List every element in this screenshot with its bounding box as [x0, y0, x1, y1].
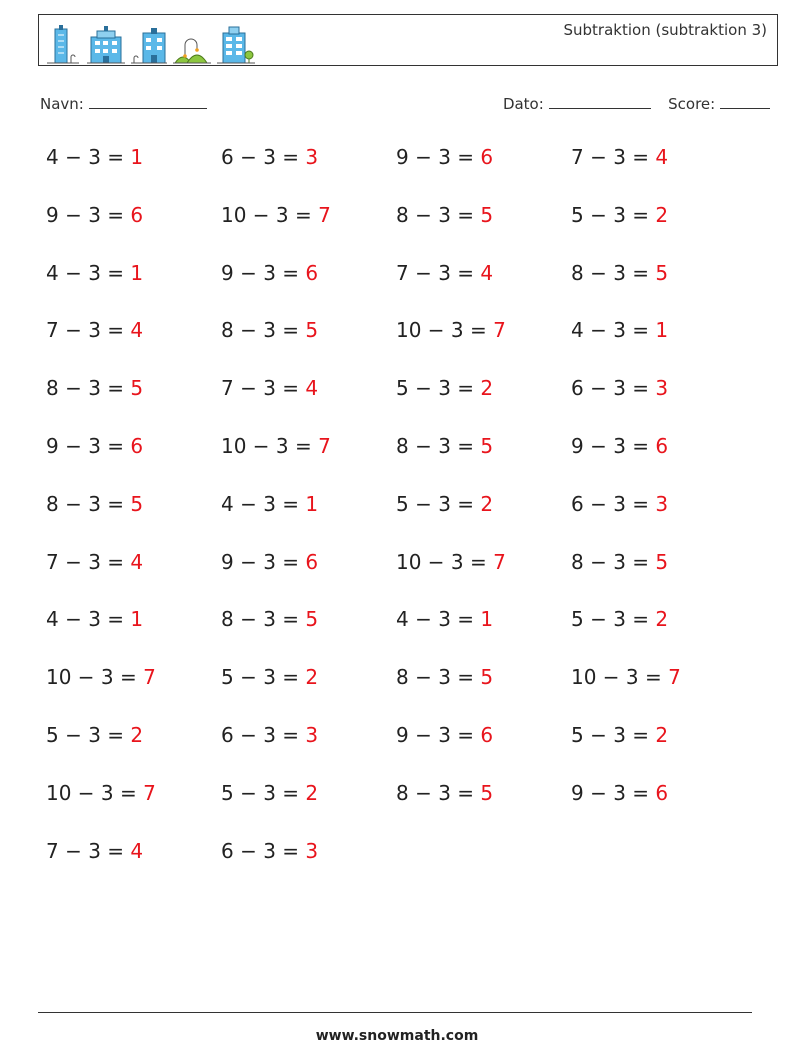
problem-row — [46, 318, 766, 358]
problem-row — [46, 492, 766, 532]
problem-item — [396, 318, 506, 342]
problem-question: 7 − 3 = — [46, 318, 125, 343]
problem-answer: 6 — [655, 434, 669, 458]
skyscraper-icon — [45, 25, 81, 65]
problem-item — [221, 261, 318, 285]
problem-question: 8 − 3 = — [396, 780, 475, 805]
problem-question: 8 − 3 = — [46, 376, 125, 401]
problem-answer: 7 — [493, 549, 506, 574]
problem-item — [46, 781, 156, 805]
park-hills-icon — [173, 25, 211, 65]
problem-answer: 1 — [130, 145, 144, 169]
problem-item — [571, 434, 668, 458]
problem-question: 4 − 3 = — [46, 607, 125, 632]
problem-answer: 1 — [130, 260, 144, 285]
problem-item — [46, 839, 143, 863]
problem-question: 5 − 3 = — [46, 723, 125, 747]
problem-answer: 2 — [480, 491, 494, 516]
problem-item — [396, 145, 493, 169]
problem-question: 5 − 3 = — [571, 723, 650, 747]
problem-item — [396, 492, 493, 516]
problem-answer: 3 — [305, 145, 319, 169]
problem-item — [221, 781, 318, 805]
problem-question: 10 − 3 = — [396, 318, 487, 343]
problem-answer: 7 — [668, 665, 681, 690]
problem-answer: 6 — [480, 723, 494, 747]
problem-answer: 4 — [130, 838, 144, 863]
problem-item — [396, 376, 493, 400]
problem-answer: 4 — [130, 549, 144, 574]
problem-item — [46, 550, 143, 574]
problem-answer: 2 — [480, 376, 494, 401]
problem-item — [571, 665, 681, 689]
problem-item — [46, 318, 143, 342]
problem-question: 5 − 3 = — [396, 376, 475, 401]
problem-question: 4 − 3 = — [46, 260, 125, 285]
problem-answer: 2 — [305, 780, 319, 805]
problem-answer: 5 — [305, 607, 319, 632]
problem-answer: 3 — [655, 491, 669, 516]
problem-question: 8 − 3 = — [221, 318, 300, 343]
problem-question: 9 − 3 = — [46, 434, 125, 458]
problem-answer: 5 — [655, 260, 669, 285]
problem-item — [396, 781, 493, 805]
date-label: Dato: — [502, 95, 544, 113]
problem-answer: 6 — [655, 780, 669, 805]
problem-question: 6 − 3 = — [221, 723, 300, 747]
name-field — [40, 94, 207, 113]
problem-question: 4 − 3 = — [221, 491, 300, 516]
problem-answer: 5 — [480, 434, 494, 458]
problem-row — [46, 145, 766, 185]
problem-question: 7 − 3 = — [571, 145, 650, 169]
problem-item — [571, 550, 668, 574]
problem-answer: 1 — [655, 318, 669, 343]
score-line[interactable] — [720, 94, 770, 109]
problem-row — [46, 434, 766, 474]
name-line[interactable] — [89, 94, 207, 109]
footer-url: www.snowmath.com — [315, 1028, 479, 1044]
problem-answer: 1 — [305, 491, 319, 516]
problem-question: 7 − 3 = — [46, 549, 125, 574]
problem-question: 9 − 3 = — [221, 260, 300, 285]
problem-item — [221, 434, 331, 458]
score-label: Score: — [668, 95, 716, 113]
problem-answer: 1 — [130, 607, 144, 632]
problem-answer: 6 — [305, 260, 319, 285]
problem-answer: 3 — [305, 723, 319, 747]
problem-row — [46, 723, 766, 763]
problem-item — [46, 145, 143, 169]
problem-item — [396, 665, 493, 689]
problem-item — [221, 318, 318, 342]
problem-question: 8 − 3 = — [46, 491, 125, 516]
problem-item — [46, 665, 156, 689]
problem-answer: 2 — [130, 723, 144, 747]
problem-answer: 2 — [655, 723, 669, 747]
header-icons — [45, 21, 255, 65]
problem-item — [221, 723, 318, 747]
problem-row — [46, 261, 766, 301]
problem-question: 9 − 3 = — [46, 202, 125, 227]
problem-item — [221, 145, 318, 169]
problem-answer: 5 — [130, 491, 144, 516]
problem-answer: 7 — [143, 665, 156, 690]
problem-question: 8 − 3 = — [396, 434, 475, 458]
problem-row — [46, 781, 766, 821]
problem-row — [46, 839, 766, 879]
problem-item — [46, 607, 143, 631]
problem-item — [571, 492, 668, 516]
problem-question: 9 − 3 = — [571, 780, 650, 805]
problem-answer: 7 — [318, 202, 331, 227]
problem-question: 8 − 3 = — [571, 260, 650, 285]
problem-answer: 5 — [130, 376, 144, 401]
problem-question: 4 − 3 = — [46, 145, 125, 169]
problem-answer: 4 — [130, 318, 144, 343]
problem-item — [396, 203, 493, 227]
problem-row — [46, 376, 766, 416]
problem-item — [571, 203, 668, 227]
problem-answer: 5 — [655, 549, 669, 574]
problem-answer: 4 — [480, 260, 494, 285]
problem-question: 10 − 3 = — [396, 549, 487, 574]
problem-question: 9 − 3 = — [396, 723, 475, 747]
problem-row — [46, 665, 766, 705]
problem-answer: 5 — [480, 202, 494, 227]
problem-item — [571, 318, 668, 342]
footer-divider — [38, 1012, 752, 1013]
problem-question: 6 − 3 = — [571, 491, 650, 516]
problem-question: 4 − 3 = — [396, 607, 475, 632]
problem-item — [571, 607, 668, 631]
problem-answer: 2 — [655, 607, 669, 632]
problem-question: 7 − 3 = — [396, 260, 475, 285]
problem-question: 4 − 3 = — [571, 318, 650, 343]
problem-answer: 2 — [655, 202, 669, 227]
problem-question: 8 − 3 = — [396, 202, 475, 227]
problem-question: 6 − 3 = — [221, 838, 300, 863]
problem-question: 9 − 3 = — [571, 434, 650, 458]
problem-item — [571, 723, 668, 747]
problem-item — [396, 550, 506, 574]
problem-answer: 3 — [305, 838, 319, 863]
problem-answer: 4 — [655, 145, 669, 169]
problem-question: 5 − 3 = — [221, 780, 300, 805]
problem-question: 7 − 3 = — [46, 838, 125, 863]
problem-answer: 7 — [318, 434, 331, 458]
problem-item — [221, 376, 318, 400]
problem-item — [221, 839, 318, 863]
problem-answer: 2 — [305, 665, 319, 690]
problem-answer: 5 — [305, 318, 319, 343]
problem-item — [46, 434, 143, 458]
problem-question: 5 − 3 = — [571, 202, 650, 227]
problem-question: 10 − 3 = — [571, 665, 662, 690]
office-building-icon — [131, 25, 167, 65]
problem-question: 5 − 3 = — [396, 491, 475, 516]
problem-answer: 1 — [480, 607, 494, 632]
problem-item — [46, 261, 143, 285]
problem-row — [46, 607, 766, 647]
problem-item — [221, 607, 318, 631]
problem-question: 8 − 3 = — [221, 607, 300, 632]
problem-question: 6 − 3 = — [221, 145, 300, 169]
worksheet-title: Subtraktion (subtraktion 3) — [563, 21, 767, 39]
problem-question: 6 − 3 = — [571, 376, 650, 401]
problem-answer: 6 — [130, 434, 144, 458]
problem-item — [221, 492, 318, 516]
problem-item — [396, 261, 493, 285]
problem-answer: 6 — [480, 145, 494, 169]
problem-item — [571, 145, 668, 169]
problem-item — [221, 203, 331, 227]
problem-item — [396, 434, 493, 458]
problem-item — [221, 550, 318, 574]
problem-question: 9 − 3 = — [221, 549, 300, 574]
worksheet-header — [38, 14, 778, 66]
problem-answer: 4 — [305, 376, 319, 401]
problem-answer: 6 — [130, 202, 144, 227]
problem-answer: 5 — [480, 780, 494, 805]
problem-question: 7 − 3 = — [221, 376, 300, 401]
problem-answer: 7 — [143, 780, 156, 805]
problem-question: 10 − 3 = — [46, 780, 137, 805]
problem-item — [46, 203, 143, 227]
problem-question: 5 − 3 = — [221, 665, 300, 690]
problem-item — [396, 607, 493, 631]
problem-question: 5 − 3 = — [571, 607, 650, 632]
problem-answer: 5 — [480, 665, 494, 690]
problem-question: 8 − 3 = — [396, 665, 475, 690]
apartment-building-icon — [87, 25, 125, 65]
problem-question: 10 − 3 = — [221, 434, 312, 458]
problem-question: 10 − 3 = — [46, 665, 137, 690]
date-score-fields — [503, 94, 770, 113]
problem-item — [571, 781, 668, 805]
problem-answer: 3 — [655, 376, 669, 401]
problem-item — [396, 723, 493, 747]
problem-answer: 6 — [305, 549, 319, 574]
problem-answer: 7 — [493, 318, 506, 343]
problem-item — [571, 376, 668, 400]
problem-row — [46, 203, 766, 243]
problem-item — [221, 665, 318, 689]
problem-item — [571, 261, 668, 285]
problem-item — [46, 723, 143, 747]
problem-item — [46, 492, 143, 516]
name-label: Navn: — [40, 95, 84, 113]
problem-question: 8 − 3 = — [571, 549, 650, 574]
problem-row — [46, 550, 766, 590]
problem-question: 9 − 3 = — [396, 145, 475, 169]
date-line[interactable] — [549, 94, 651, 109]
problem-item — [46, 376, 143, 400]
problem-question: 10 − 3 = — [221, 202, 312, 227]
city-tower-icon — [217, 25, 255, 65]
